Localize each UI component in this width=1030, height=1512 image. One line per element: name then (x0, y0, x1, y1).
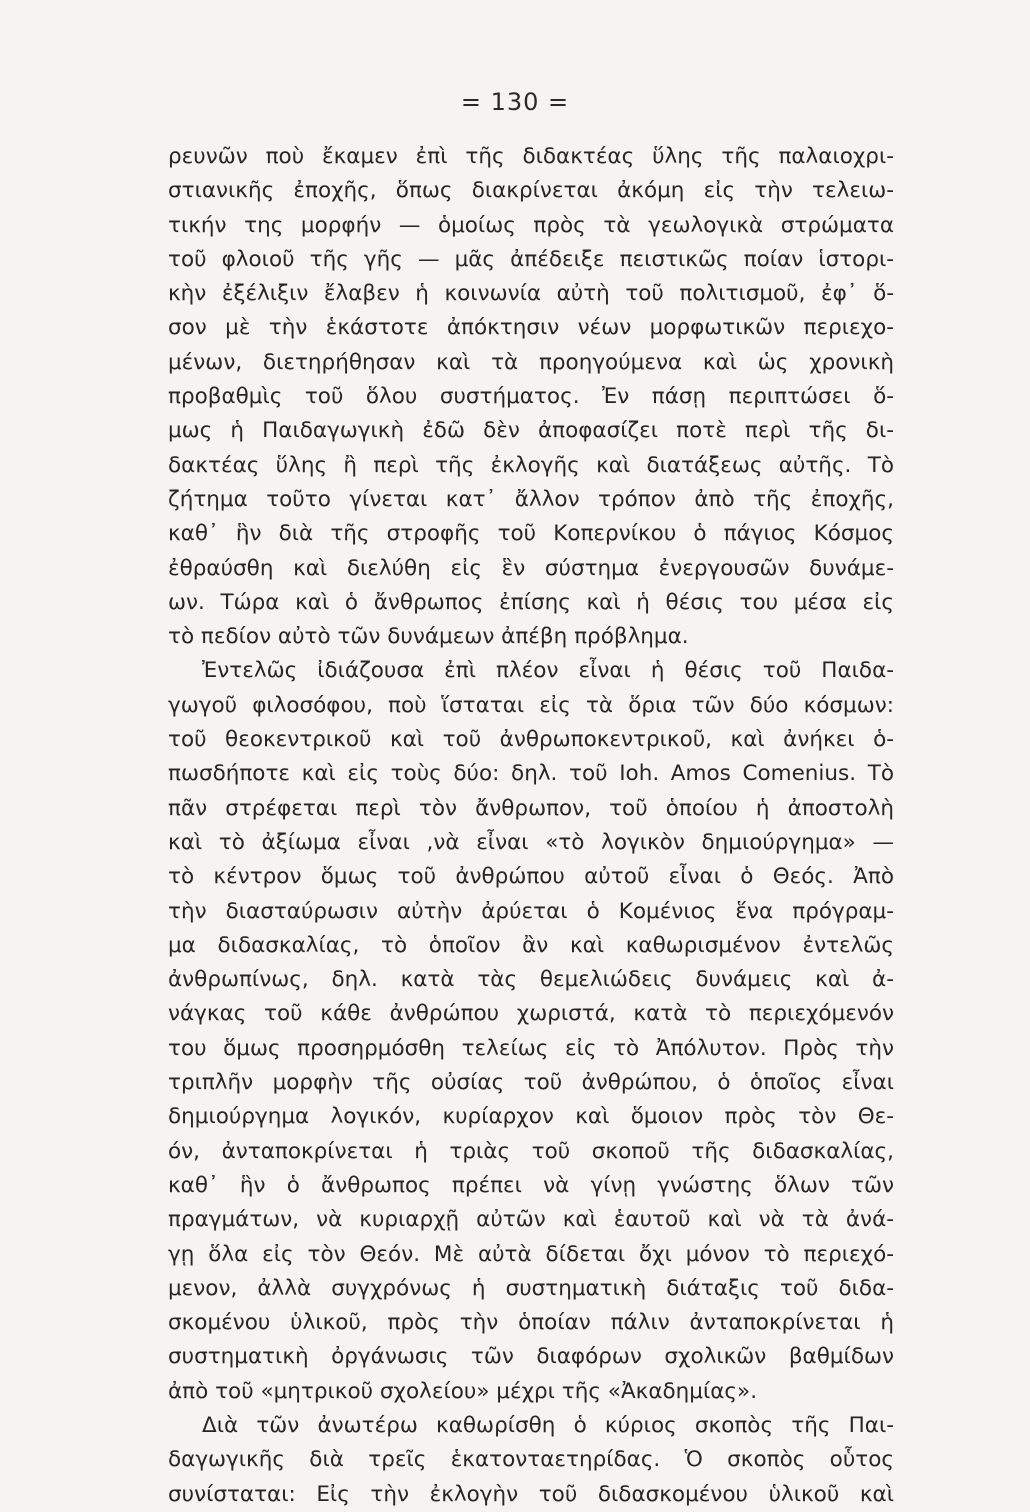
text-line: δαγωγικῆς διὰ τρεῖς ἑκατονταετηρίδας. Ὁ σκοπὸς οὗτος (168, 1447, 894, 1473)
text-line: πᾶν στρέφεται περὶ τὸν ἄνθρωπον, τοῦ ὁποίου ἡ ἀποστολὴ (168, 795, 894, 821)
text-line: τοῦ θεοκεντρικοῦ καὶ τοῦ ἀνθρωποκεντρικοῦ, καὶ ἀνήκει ὁ- (168, 727, 894, 753)
text-line: προβαθμὶς τοῦ ὅλου συστήματος. Ἐν πάσῃ περιπτώσει ὅ- (168, 384, 894, 410)
text-line: δημιούργημα λογικόν, κυρίαρχον καὶ ὅμοιον πρὸς τὸν Θε- (168, 1104, 894, 1130)
text-line: γωγοῦ φιλοσόφου, ποὺ ἵσταται εἰς τὰ ὅρια τῶν δύο κόσμων: (168, 692, 894, 718)
text-line: ων. Τώρα καὶ ὁ ἄνθρωπος ἐπίσης καὶ ἡ θέσις του μέσα εἰς (168, 589, 894, 615)
text-line: ἐθραύσθη καὶ διελύθη εἰς ἓν σύστημα ἐνεργουσῶν δυνάμε- (168, 555, 894, 581)
text-line: ζήτημα τοῦτο γίνεται κατ᾽ ἄλλον τρόπον ἀπὸ τῆς ἐποχῆς, (168, 486, 894, 512)
text-line: τριπλῆν μορφὴν τῆς οὐσίας τοῦ ἀνθρώπου, ὁ ὁποῖος εἶναι (168, 1070, 894, 1096)
text-line: μα διδασκαλίας, τὸ ὁποῖον ἂν καὶ καθωρισμένον ἐντελῶς (168, 932, 894, 958)
text-line: πωσδήποτε καὶ εἰς τοὺς δύο: δηλ. τοῦ Ioh. Amos Comenius. Τὸ (168, 761, 894, 787)
text-line: συνίσταται: Εἰς τὴν ἐκλογὴν τοῦ διδασκομένου ὑλικοῦ καὶ (168, 1481, 894, 1507)
text-line: ἀνθρωπίνως, δηλ. κατὰ τὰς θεμελιώδεις δυνάμεις καὶ ἀ- (168, 967, 894, 993)
text-line: Ἐντελῶς ἰδιάζουσα ἐπὶ πλέον εἶναι ἡ θέσις τοῦ Παιδα- (202, 658, 894, 684)
text-line: στιανικῆς ἐποχῆς, ὅπως διακρίνεται ἀκόμη εἰς τὴν τελειω- (168, 178, 894, 204)
text-line: τὸ κέντρον ὅμως τοῦ ἀνθρώπου αὐτοῦ εἶναι ὁ Θεός. Ἀπὸ (168, 864, 894, 890)
body-text (168, 140, 894, 1512)
text-line: καθ᾽ ἣν ὁ ἄνθρωπος πρέπει νὰ γίνῃ γνώστης ὅλων τῶν (168, 1172, 894, 1198)
text-line: ρευνῶν ποὺ ἔκαμεν ἐπὶ τῆς διδακτέας ὕλης τῆς παλαιοχρι- (168, 144, 894, 169)
text-line: ἀπὸ τοῦ «μητρικοῦ σχολείου» μέχρι τῆς «Ἀκαδημίας». (168, 1378, 758, 1404)
text-line: νάγκας τοῦ κάθε ἀνθρώπου χωριστά, κατὰ τὸ περιεχόμενόν (168, 1001, 894, 1027)
text-line: γῃ ὅλα εἰς τὸν Θεόν. Μὲ αὐτὰ δίδεται ὄχι μόνον τὸ περιεχό- (168, 1241, 894, 1267)
text-line: τὴν διασταύρωσιν αὐτὴν ἀρύεται ὁ Κομένιος ἕνα πρόγραμ- (168, 898, 894, 924)
text-line: δακτέας ὕλης ἢ περὶ τῆς ἐκλογῆς καὶ διατάξεως αὐτῆς. Τὸ (168, 452, 894, 478)
text-line: πραγμάτων, νὰ κυριαρχῇ αὐτῶν καὶ ἑαυτοῦ καὶ νὰ τὰ ἀνά- (168, 1207, 894, 1233)
text-line: όν, ἀνταποκρίνεται ἡ τριὰς τοῦ σκοποῦ τῆς διδασκαλίας, (168, 1138, 894, 1164)
text-line: μενον, ἀλλὰ συγχρόνως ἡ συστηματικὴ διάταξις τοῦ διδα- (168, 1275, 894, 1301)
text-line: καὶ τὸ ἀξίωμα εἶναι ,νὰ εἶναι «τὸ λογικὸν δημιούργημα» — (168, 829, 894, 855)
text-line: συστηματικὴ ὀργάνωσις τῶν διαφόρων σχολικῶν βαθμίδων (168, 1344, 894, 1370)
text-line: σον μὲ τὴν ἑκάστοτε ἀπόκτησιν νέων μορφωτικῶν περιεχο- (168, 315, 894, 341)
page-number: = 130 = (460, 88, 570, 116)
text-line: μένων, διετηρήθησαν καὶ τὰ προηγούμενα καὶ ὡς χρονικὴ (168, 349, 894, 375)
text-line: Διὰ τῶν ἀνωτέρω καθωρίσθη ὁ κύριος σκοπὸς τῆς Παι- (202, 1412, 894, 1438)
text-line: σκομένου ὑλικοῦ, πρὸς τὴν ὁποίαν πάλιν ἀνταποκρίνεται ἡ (168, 1310, 894, 1336)
text-line: μως ἡ Παιδαγωγικὴ ἐδῶ δὲν ἀποφασίζει ποτὲ περὶ τῆς δι- (168, 418, 894, 444)
text-line: κὴν ἐξέλιξιν ἔλαβεν ἡ κοινωνία αὐτὴ τοῦ πολιτισμοῦ, ἐφ᾽ ὅ- (168, 281, 894, 307)
text-line: τοῦ φλοιοῦ τῆς γῆς — μᾶς ἀπέδειξε πειστικῶς ποίαν ἱστορι- (168, 246, 894, 272)
text-line: καθ᾽ ἣν διὰ τῆς στροφῆς τοῦ Κοπερνίκου ὁ πάγιος Κόσμος (168, 521, 894, 547)
text-line: τικήν της μορφήν — ὁμοίως πρὸς τὰ γεωλογικὰ στρώματα (168, 212, 894, 238)
text-line: τὸ πεδίον αὐτὸ τῶν δυνάμεων ἀπέβη πρόβλημα. (168, 624, 689, 650)
text-line: του ὅμως προσηρμόσθη τελείως εἰς τὸ Ἀπόλυτον. Πρὸς τὴν (168, 1035, 894, 1061)
